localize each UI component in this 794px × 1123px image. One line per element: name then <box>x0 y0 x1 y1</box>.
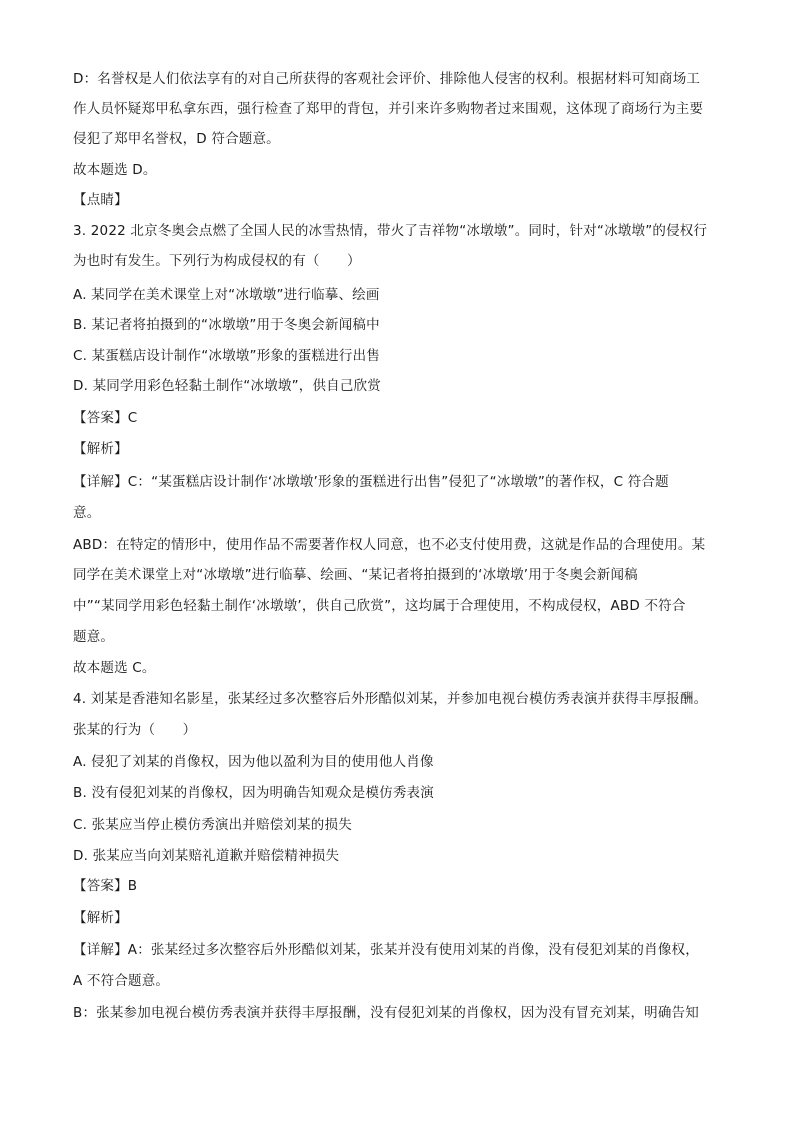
analysis-label: 【解析】 <box>73 441 128 457</box>
question-3-stem: 为也时有发生。下列行为构成侵权的有（ ） <box>73 253 361 269</box>
text-line: 侵犯了郑甲名誉权，D 符合题意。 <box>73 131 280 147</box>
explanation-text: A 不符合题意。 <box>73 973 170 989</box>
option-a: A. 侵犯了刘某的肖像权，因为他以盈利为目的使用他人肖像 <box>73 754 434 770</box>
text-line: 故本题选 D。 <box>73 162 157 178</box>
explanation-text: 中”“某同学用彩色轻黏土制作‘冰墩墩’，供自己欣赏”，这均属于合理使用，不构成侵权，ABD 不符合 <box>73 598 686 614</box>
question-4-stem: 4. 刘某是香港知名影星，张某经过多次整容后外形酷似刘某，并参加电视台模仿秀表演并获得丰厚报酬。 <box>73 691 708 707</box>
explanation-text: 意。 <box>73 505 101 521</box>
explanation-text: 【详解】A：张某经过多次整容后外形酷似刘某，张某并没有使用刘某的肖像，没有侵犯刘某的肖像权， <box>73 942 699 958</box>
option-b: B. 没有侵犯刘某的肖像权，因为明确告知观众是模仿秀表演 <box>73 785 434 801</box>
explanation-text: 题意。 <box>73 629 115 645</box>
text-line: D：名誉权是人们依法享有的对自己所获得的客观社会评价、排除他人侵害的权利。根据材料可知商场工 <box>73 71 701 87</box>
text-line: 故本题选 C。 <box>73 660 156 676</box>
answer-label: 【答案】B <box>73 878 138 894</box>
explanation-text: 【详解】C：“某蛋糕店设计制作‘冰墩墩’形象的蛋糕进行出售”侵犯了“冰墩墩”的著作权，C 符合题 <box>73 474 669 490</box>
option-c: C. 某蛋糕店设计制作“冰墩墩”形象的蛋糕进行出售 <box>73 348 380 364</box>
option-b: B. 某记者将拍摄到的“冰墩墩”用于冬奥会新闻稿中 <box>73 317 380 333</box>
explanation-text: B：张某参加电视台模仿秀表演并获得丰厚报酬，没有侵犯刘某的肖像权，因为没有冒充刘某，明确告知 <box>73 1005 699 1021</box>
explanation-text: ABD：在特定的情形中，使用作品不需要著作权人同意，也不必支付使用费，这就是作品的合理使用。某 <box>73 537 706 553</box>
explanation-text: 同学在美术课堂上对“冰墩墩”进行临摹、绘画、“某记者将拍摄到的‘冰墩墩’用于冬奥会新闻稿 <box>73 567 638 583</box>
option-c: C. 张某应当停止模仿秀演出并赔偿刘某的损失 <box>73 817 352 833</box>
section-label-note: 【点睛】 <box>73 192 128 208</box>
question-3-stem: 3. 2022 北京冬奥会点燃了全国人民的冰雪热情，带火了吉祥物“冰墩墩”。同时，针对“冰墩墩”的侵权行 <box>73 223 708 239</box>
option-a: A. 某同学在美术课堂上对“冰墩墩”进行临摹、绘画 <box>73 287 380 303</box>
text-line: 作人员怀疑郑甲私拿东西，强行检查了郑甲的背包，并引来许多购物者过来围观，这体现了商场行为主要 <box>73 101 704 117</box>
analysis-label: 【解析】 <box>73 910 128 926</box>
question-4-stem: 张某的行为（ ） <box>73 722 197 738</box>
answer-label: 【答案】C <box>73 410 138 426</box>
option-d: D. 张某应当向刘某赔礼道歉并赔偿精神损失 <box>73 848 340 864</box>
option-d: D. 某同学用彩色轻黏土制作“冰墩墩”，供自己欣赏 <box>73 378 381 394</box>
